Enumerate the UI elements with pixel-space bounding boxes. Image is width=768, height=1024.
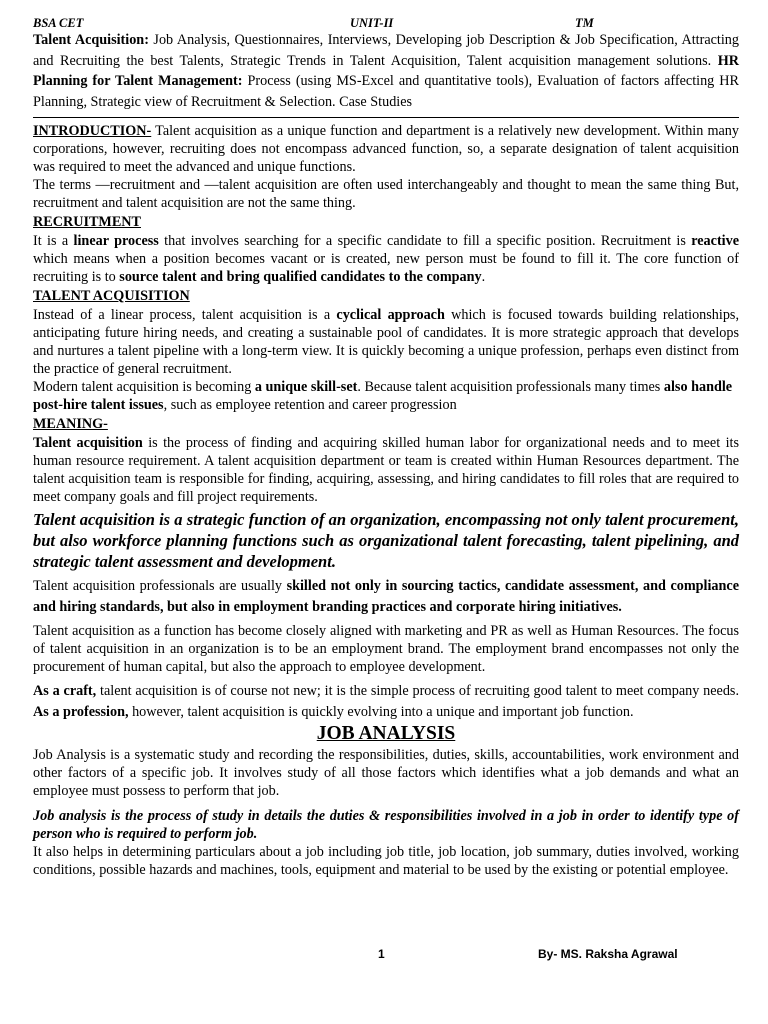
meaning-p4-text-2: however, talent acquisition is quickly evolving into a unique and important job function. bbox=[128, 703, 634, 720]
recruitment-bold-reactive: reactive bbox=[691, 233, 740, 249]
meaning-p2-text: Talent acquisition professionals are usually bbox=[33, 578, 287, 594]
talent-text-2: which is focused towards building relationships, anticipating future hiring needs, and creating a sustainable pool of candidates. It is more strategic approach that develops and nurtures a talent pipeline with a long-term view. It is quickly becoming a unique profession, perhaps even distinct from the practice of general recruitment. bbox=[33, 307, 739, 377]
meaning-bold-profession: As a profession, bbox=[33, 703, 129, 720]
meaning-definition: Talent acquisition is a strategic function of an organization, encompassing not only talent procurement, but also workforce planning functions such as organizational talent forecasting, talent pipelining, and strategic talent assessment and development. bbox=[33, 510, 739, 571]
talent-text-4: . Because talent acquisition professionals many times bbox=[357, 379, 664, 395]
syllabus-paragraph bbox=[33, 30, 739, 112]
talent-bold-cyclical: cyclical approach bbox=[336, 307, 445, 323]
job-analysis-paragraph-1: Job Analysis is a systematic study and recording the responsibilities, duties, skills, accountabilities, work environment and other factors of a specific job. It involves study of all those factors which identifies what a job demands and what an employee must possess to perform that job. bbox=[33, 747, 739, 799]
intro-text: Talent acquisition as a unique function and department is a relatively new development. Within many corporations, however, recruiting does not encompass advanced function, so, a separate designation of talent acquisition was required to meet the advanced and unique functions. bbox=[33, 123, 739, 175]
meaning-p2-bold: skilled not only in sourcing tactics, candidate assessment, and compliance and hiring standards, but also in employment branding practices and corporate hiring initiatives. bbox=[33, 578, 739, 615]
talent-text-5: , such as employee retention and career progression bbox=[163, 397, 457, 413]
job-analysis-heading: JOB ANALYSIS bbox=[316, 723, 456, 744]
talent-paragraph-1 bbox=[33, 306, 739, 378]
header-course: BSA CET bbox=[33, 16, 84, 30]
talent-bold-posthire: also handle post-hire talent issues bbox=[33, 379, 733, 413]
meaning-paragraph-3: Talent acquisition as a function has become closely aligned with marketing and PR as well as Human Resources. The focus of talent acquisition in an organization is to be an employment brand. The employment brand encompasses not only the procurement of human capital, but also the approach to employee development. bbox=[33, 623, 739, 675]
talent-bold-skillset: a unique skill-set bbox=[254, 379, 358, 395]
syllabus-label-talent: Talent Acquisition: bbox=[33, 32, 149, 48]
recruitment-paragraph bbox=[33, 232, 739, 286]
intro-heading: INTRODUCTION- bbox=[33, 123, 152, 139]
page-number: 1 bbox=[378, 947, 385, 961]
recruitment-text-1: It is a bbox=[33, 233, 74, 249]
intro-terms-paragraph: The terms —recruitment and —talent acquisition are often used interchangeably and thought to mean the same thing But, recruitment and talent acquisition are not the same thing. bbox=[33, 177, 739, 211]
meaning-bold-term: Talent acquisition bbox=[33, 435, 143, 451]
syllabus-label-hr: HR Planning for Talent Management: bbox=[33, 52, 739, 89]
syllabus-text-talent: Job Analysis, Questionnaires, Interviews, Developing job Description & Job Specification, Attracting and Recruiting the best Talents, Strategic Trends in Talent Acquisition, Talent acquisition management solutions. bbox=[33, 32, 739, 69]
meaning-p4-text-1: talent acquisition is of course not new; it is the simple process of recruiting good talent to meet company needs. bbox=[96, 683, 740, 699]
meaning-paragraph-2 bbox=[33, 576, 739, 617]
syllabus-text-hr: Process (using MS-Excel and quantitative tools), Evaluation of factors affecting HR Planning, Strategic view of Recruitment & Selection. Case Studies bbox=[33, 73, 739, 110]
recruitment-text-2: that involves searching for a specific candidate to fill a specific position. Recruitment is bbox=[158, 233, 692, 249]
meaning-text-1: is the process of finding and acquiring skilled human labor for organizational needs and to meet its human resource requirement. A talent acquisition department or team is created within Human Resources department. The talent acquisition team is responsible for finding, acquiring, assessing, and hiring candidates to fill roles that are required to meet company goals and fill project requirements. bbox=[33, 435, 739, 505]
recruitment-text-3: which means when a position becomes vacant or is created, new person must be found to fill it. The core function of recruiting is to bbox=[33, 251, 739, 285]
author-credit: By- MS. Raksha Agrawal bbox=[538, 947, 678, 961]
meaning-bold-craft: As a craft, bbox=[33, 683, 97, 699]
talent-paragraph-2 bbox=[33, 378, 739, 414]
page-header bbox=[33, 14, 739, 30]
recruitment-text-4: . bbox=[481, 269, 486, 285]
document-page bbox=[33, 14, 739, 879]
job-analysis-definition: Job analysis is the process of study in details the duties & responsibilities involved in a job in order to identify type of person who is required to perform job. bbox=[33, 808, 739, 842]
divider-rule bbox=[33, 117, 739, 118]
talent-text-1: Instead of a linear process, talent acquisition is a bbox=[33, 307, 337, 323]
header-initials: TM bbox=[575, 16, 594, 30]
meaning-heading: MEANING- bbox=[33, 416, 108, 432]
job-analysis-paragraph-2: It also helps in determining particulars about a job including job title, job location, job summary, duties involved, working conditions, possible hazards and machines, tools, equipment and material to be used by the existing or potential employee. bbox=[33, 844, 739, 878]
intro-paragraph bbox=[33, 122, 739, 176]
talent-acquisition-heading: TALENT ACQUISITION bbox=[33, 288, 190, 304]
meaning-paragraph-1 bbox=[33, 434, 739, 506]
page-footer bbox=[0, 947, 768, 965]
recruitment-heading: RECRUITMENT bbox=[33, 214, 141, 230]
recruitment-bold-linear: linear process bbox=[73, 233, 159, 249]
talent-text-3: Modern talent acquisition is becoming bbox=[33, 379, 255, 395]
job-analysis-heading-wrap bbox=[33, 722, 739, 746]
meaning-paragraph-4 bbox=[33, 681, 739, 722]
recruitment-bold-core: source talent and bring qualified candidates to the company bbox=[119, 269, 482, 285]
header-unit: UNIT-II bbox=[350, 16, 394, 30]
